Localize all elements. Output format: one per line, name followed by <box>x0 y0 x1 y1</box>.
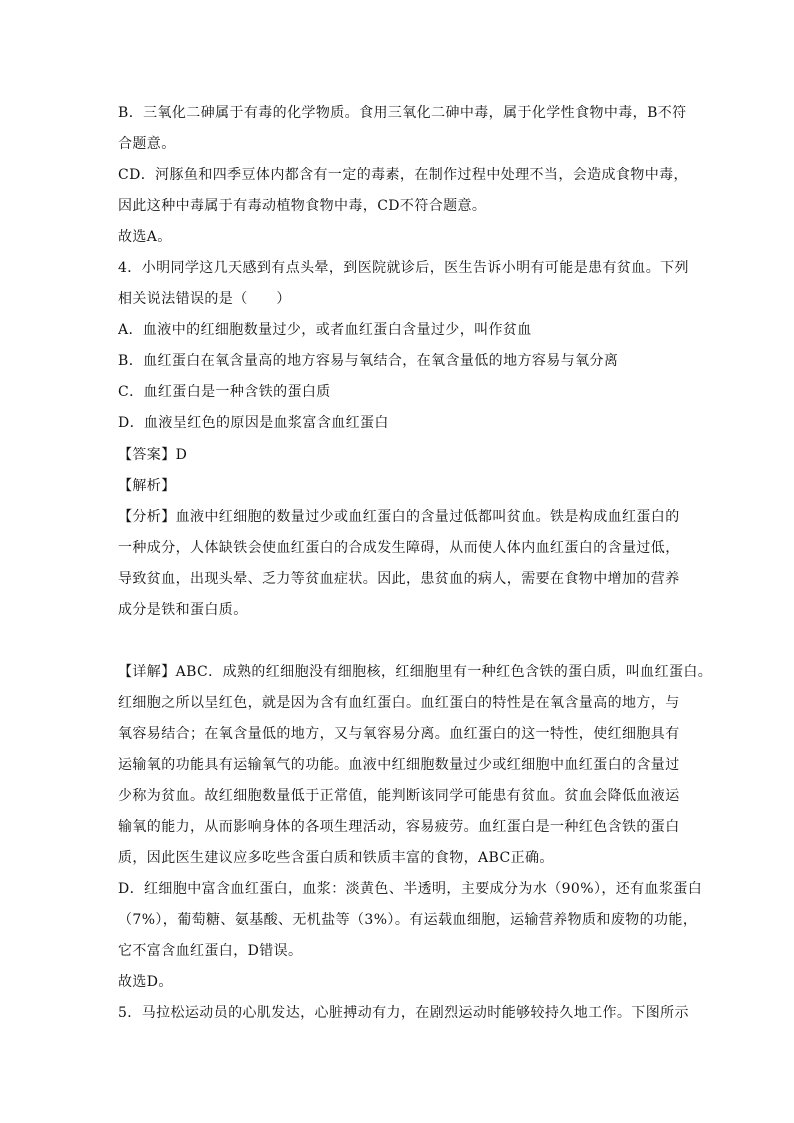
option-b: B．血红蛋白在氧含量高的地方容易与氧结合，在氧含量低的地方容易与氧分离 <box>118 353 619 369</box>
text-line: B．三氧化二砷属于有毒的化学物质。食用三氧化二砷中毒，属于化学性食物中毒，B不符 <box>118 105 687 121</box>
analysis-text: 导致贫血，出现头晕、乏力等贫血症状。因此，患贫血的病人，需要在食物中增加的营养 <box>118 571 680 587</box>
option-c: C．血红蛋白是一种含铁的蛋白质 <box>118 384 331 400</box>
detail-text: 质，因此医生建议应多吃些含蛋白质和铁质丰富的食物，ABC正确。 <box>118 850 554 866</box>
text-line: 故选A。 <box>118 229 172 245</box>
detail-text: 少称为贫血。故红细胞数量低于正常值，能判断该同学可能患有贫血。贫血会降低血液运 <box>118 788 680 804</box>
detail-text: 氧容易结合；在氧含量低的地方，又与氧容易分离。血红蛋白的这一特性，使红细胞具有 <box>118 726 680 742</box>
detail-text: 红细胞之所以呈红色，就是因为含有血红蛋白。血红蛋白的特性是在氧含量高的地方，与 <box>118 695 680 711</box>
text-line: CD．河豚鱼和四季豆体内都含有一定的毒素，在制作过程中处理不当，会造成食物中毒， <box>118 167 688 183</box>
option-a: A．血液中的红细胞数量过少，或者血红蛋白含量过少，叫作贫血 <box>118 322 532 338</box>
analysis-heading: 【解析】 <box>118 478 176 494</box>
text-line: 因此这种中毒属于有毒动植物食物中毒，CD不符合题意。 <box>118 198 487 214</box>
detail-text: 运输氧的功能具有运输氧气的功能。血液中红细胞数量过少或红细胞中血红蛋白的含量过 <box>118 757 680 773</box>
analysis-text: 成分是铁和蛋白质。 <box>118 602 248 618</box>
question-text: 5．马拉松运动员的心肌发达，心脏搏动有力，在剧烈运动时能够较持久地工作。下图所示 <box>118 1005 689 1021</box>
analysis-text: 【分析】血液中红细胞的数量过少或血红蛋白的含量过低都叫贫血。铁是构成血红蛋白的 <box>118 509 680 525</box>
detail-text: 它不富含血红蛋白，D错误。 <box>118 943 303 959</box>
text-line: 合题意。 <box>118 136 176 152</box>
question-text: 相关说法错误的是（ ） <box>118 291 291 307</box>
analysis-text: 一种成分，人体缺铁会使血红蛋白的合成发生障碍，从而使人体内血红蛋白的含量过低， <box>118 540 680 556</box>
detail-text: 【详解】ABC．成熟的红细胞没有细胞核，红细胞里有一种红色含铁的蛋白质，叫血红蛋白。 <box>118 664 713 680</box>
option-d: D．血液呈红色的原因是血浆富含血红蛋白 <box>118 415 389 431</box>
answer-line: 【答案】D <box>118 447 188 463</box>
detail-text: （7%），葡萄糖、氨基酸、无机盐等（3%）。有运载血细胞，运输营养物质和废物的功能， <box>118 912 698 928</box>
text-line: 故选D。 <box>118 974 173 990</box>
question-text: 4．小明同学这几天感到有点头晕，到医院就诊后，医生告诉小明有可能是患有贫血。下列 <box>118 260 689 276</box>
detail-text: 输氧的能力，从而影响身体的各项生理活动，容易疲劳。血红蛋白是一种红色含铁的蛋白 <box>118 819 680 835</box>
detail-text: D．红细胞中富含血红蛋白，血浆：淡黄色、半透明，主要成分为水（90%），还有血浆蛋白 <box>118 881 703 897</box>
